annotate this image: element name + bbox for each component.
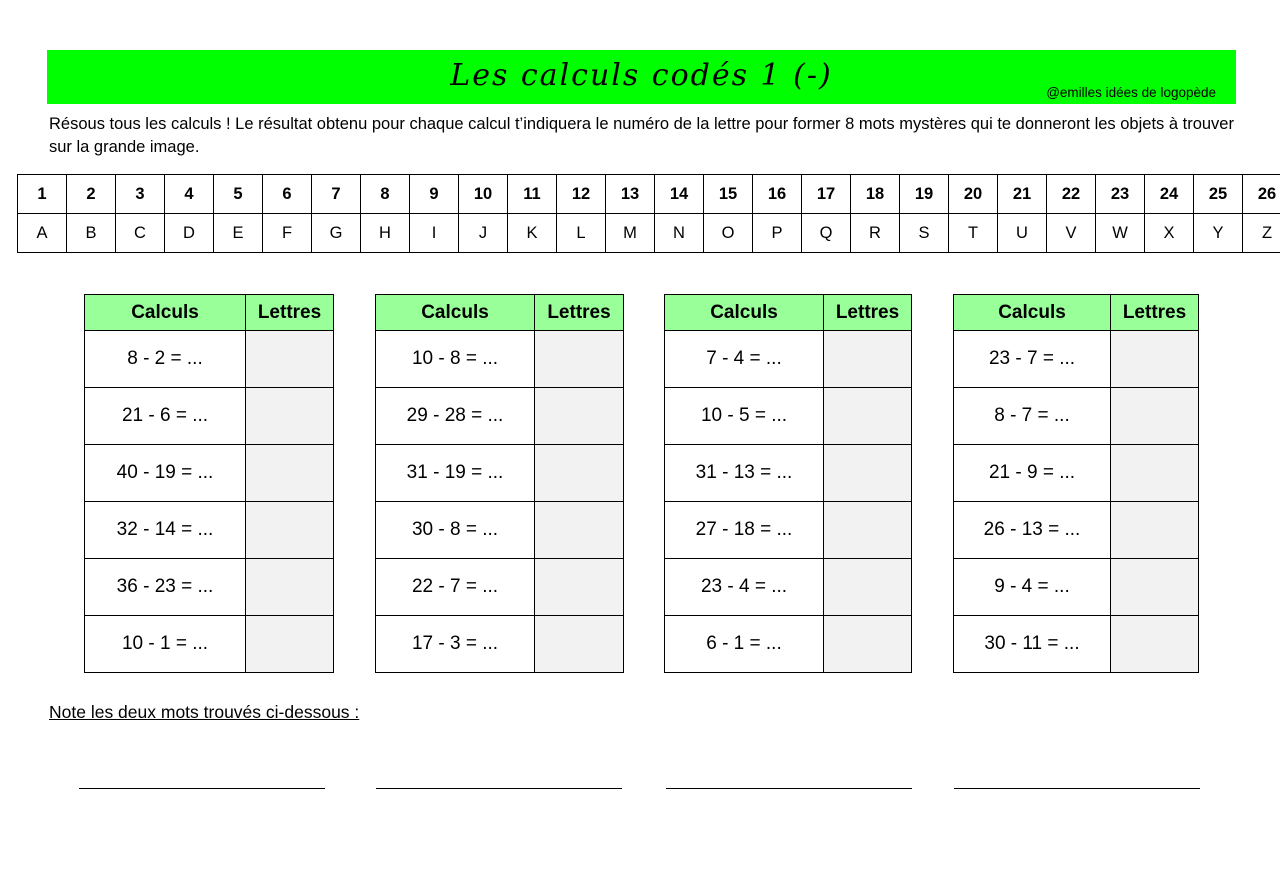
author-credit: @emilles idées de logopède	[1046, 85, 1216, 100]
calc-expression: 10 - 8 = ...	[376, 331, 535, 388]
alphabet-letter-cell: P	[753, 214, 802, 253]
letter-answer-cell[interactable]	[535, 559, 624, 616]
letter-answer-cell[interactable]	[1111, 445, 1199, 502]
alphabet-number-cell: 15	[704, 175, 753, 214]
letter-answer-cell[interactable]	[1111, 559, 1199, 616]
calc-row	[665, 502, 912, 559]
letter-answer-cell[interactable]	[1111, 502, 1199, 559]
alphabet-letter-cell: Z	[1243, 214, 1280, 253]
alphabet-number-cell: 13	[606, 175, 655, 214]
alphabet-letter-cell: U	[998, 214, 1047, 253]
calc-row	[85, 616, 334, 673]
alphabet-letter-cell: T	[949, 214, 998, 253]
calculs-header: Calculs	[85, 295, 246, 331]
alphabet-number-cell: 12	[557, 175, 606, 214]
alphabet-letter-cell: V	[1047, 214, 1096, 253]
alphabet-letter-cell: N	[655, 214, 704, 253]
calc-row	[954, 388, 1199, 445]
answer-line[interactable]	[666, 788, 912, 789]
calc-expression: 32 - 14 = ...	[85, 502, 246, 559]
page-title: Les calculs codés 1 (-)	[450, 58, 833, 93]
calc-expression: 21 - 6 = ...	[85, 388, 246, 445]
calc-expression: 30 - 11 = ...	[954, 616, 1111, 673]
letter-answer-cell[interactable]	[246, 616, 334, 673]
alphabet-number-cell: 1	[18, 175, 67, 214]
calc-expression: 7 - 4 = ...	[665, 331, 824, 388]
letter-answer-cell[interactable]	[824, 502, 912, 559]
answer-line[interactable]	[376, 788, 622, 789]
calc-row	[376, 616, 624, 673]
calc-row	[954, 331, 1199, 388]
alphabet-letter-cell: O	[704, 214, 753, 253]
alphabet-letter-cell: K	[508, 214, 557, 253]
calc-row	[665, 445, 912, 502]
alphabet-letter-cell: W	[1096, 214, 1145, 253]
calculs-header: Calculs	[665, 295, 824, 331]
calc-expression: 6 - 1 = ...	[665, 616, 824, 673]
calc-row	[85, 388, 334, 445]
alphabet-number-cell: 24	[1145, 175, 1194, 214]
alphabet-number-cell: 7	[312, 175, 361, 214]
alphabet-letter-cell: M	[606, 214, 655, 253]
alphabet-letter-row	[18, 214, 1280, 253]
alphabet-letter-cell: D	[165, 214, 214, 253]
letter-answer-cell[interactable]	[1111, 331, 1199, 388]
alphabet-number-cell: 14	[655, 175, 704, 214]
alphabet-letter-cell: S	[900, 214, 949, 253]
letter-answer-cell[interactable]	[246, 388, 334, 445]
calc-row	[954, 559, 1199, 616]
alphabet-letter-cell: R	[851, 214, 900, 253]
calc-row	[85, 559, 334, 616]
alphabet-number-cell: 6	[263, 175, 312, 214]
calc-expression: 26 - 13 = ...	[954, 502, 1111, 559]
lettres-header: Lettres	[246, 295, 334, 331]
alphabet-number-cell: 3	[116, 175, 165, 214]
calc-row	[376, 559, 624, 616]
calc-row	[665, 331, 912, 388]
letter-answer-cell[interactable]	[824, 388, 912, 445]
calc-row	[954, 616, 1199, 673]
calc-row	[376, 331, 624, 388]
alphabet-number-cell: 26	[1243, 175, 1280, 214]
alphabet-letter-cell: X	[1145, 214, 1194, 253]
alphabet-number-cell: 22	[1047, 175, 1096, 214]
alphabet-letter-cell: H	[361, 214, 410, 253]
letter-answer-cell[interactable]	[535, 331, 624, 388]
letter-answer-cell[interactable]	[246, 331, 334, 388]
letter-answer-cell[interactable]	[535, 445, 624, 502]
alphabet-number-cell: 2	[67, 175, 116, 214]
lettres-header: Lettres	[535, 295, 624, 331]
letter-answer-cell[interactable]	[1111, 616, 1199, 673]
calc-row	[85, 502, 334, 559]
calc-expression: 8 - 2 = ...	[85, 331, 246, 388]
calc-row	[954, 445, 1199, 502]
letter-answer-cell[interactable]	[535, 616, 624, 673]
calc-table-header	[376, 295, 624, 331]
alphabet-number-cell: 23	[1096, 175, 1145, 214]
letter-answer-cell[interactable]	[1111, 388, 1199, 445]
alphabet-number-cell: 21	[998, 175, 1047, 214]
note-instruction: Note les deux mots trouvés ci-dessous :	[49, 702, 360, 722]
calc-table-1	[84, 294, 334, 673]
alphabet-letter-cell: J	[459, 214, 508, 253]
calc-table-3	[664, 294, 912, 673]
letter-answer-cell[interactable]	[824, 559, 912, 616]
calc-row	[85, 445, 334, 502]
alphabet-number-cell: 25	[1194, 175, 1243, 214]
alphabet-number-row	[18, 175, 1280, 214]
calc-expression: 23 - 4 = ...	[665, 559, 824, 616]
calc-row	[665, 616, 912, 673]
calc-expression: 31 - 13 = ...	[665, 445, 824, 502]
alphabet-number-cell: 11	[508, 175, 557, 214]
alphabet-letter-cell: Y	[1194, 214, 1243, 253]
calc-row	[954, 502, 1199, 559]
lettres-header: Lettres	[1111, 295, 1199, 331]
letter-answer-cell[interactable]	[824, 616, 912, 673]
alphabet-number-cell: 10	[459, 175, 508, 214]
alphabet-number-cell: 8	[361, 175, 410, 214]
calc-table-header	[85, 295, 334, 331]
alphabet-number-cell: 20	[949, 175, 998, 214]
calc-row	[376, 388, 624, 445]
alphabet-number-cell: 9	[410, 175, 459, 214]
calc-expression: 40 - 19 = ...	[85, 445, 246, 502]
calc-row	[665, 388, 912, 445]
alphabet-letter-cell: C	[116, 214, 165, 253]
calc-table-4	[953, 294, 1199, 673]
calc-expression: 22 - 7 = ...	[376, 559, 535, 616]
alphabet-letter-cell: G	[312, 214, 361, 253]
alphabet-number-cell: 17	[802, 175, 851, 214]
alphabet-letter-cell: Q	[802, 214, 851, 253]
letter-answer-cell[interactable]	[535, 502, 624, 559]
letter-answer-cell[interactable]	[535, 388, 624, 445]
calc-expression: 23 - 7 = ...	[954, 331, 1111, 388]
answer-line[interactable]	[954, 788, 1200, 789]
calc-row	[376, 502, 624, 559]
calc-expression: 21 - 9 = ...	[954, 445, 1111, 502]
calc-table-header	[665, 295, 912, 331]
letter-answer-cell[interactable]	[246, 502, 334, 559]
calc-expression: 17 - 3 = ...	[376, 616, 535, 673]
calc-row	[376, 445, 624, 502]
letter-answer-cell[interactable]	[246, 445, 334, 502]
calc-expression: 10 - 5 = ...	[665, 388, 824, 445]
alphabet-number-cell: 18	[851, 175, 900, 214]
alphabet-number-cell: 5	[214, 175, 263, 214]
calc-expression: 9 - 4 = ...	[954, 559, 1111, 616]
alphabet-code-table	[17, 174, 1280, 253]
answer-line[interactable]	[79, 788, 325, 789]
calc-expression: 36 - 23 = ...	[85, 559, 246, 616]
alphabet-number-cell: 4	[165, 175, 214, 214]
calc-expression: 10 - 1 = ...	[85, 616, 246, 673]
alphabet-letter-cell: L	[557, 214, 606, 253]
calc-expression: 8 - 7 = ...	[954, 388, 1111, 445]
alphabet-letter-cell: F	[263, 214, 312, 253]
calc-row	[85, 331, 334, 388]
alphabet-letter-cell: E	[214, 214, 263, 253]
calc-expression: 30 - 8 = ...	[376, 502, 535, 559]
calc-expression: 31 - 19 = ...	[376, 445, 535, 502]
calc-table-2	[375, 294, 624, 673]
calculs-header: Calculs	[376, 295, 535, 331]
alphabet-letter-cell: B	[67, 214, 116, 253]
instructions-text: Résous tous les calculs ! Le résultat obtenu pour chaque calcul t’indiquera le numéro de la lettre pour former 8 mots mystères qui te donneront les objets à trouver sur la grande image.	[49, 115, 1234, 156]
title-banner	[47, 50, 1236, 104]
letter-answer-cell[interactable]	[246, 559, 334, 616]
lettres-header: Lettres	[824, 295, 912, 331]
alphabet-letter-cell: A	[18, 214, 67, 253]
calculs-header: Calculs	[954, 295, 1111, 331]
alphabet-number-cell: 16	[753, 175, 802, 214]
calc-expression: 29 - 28 = ...	[376, 388, 535, 445]
letter-answer-cell[interactable]	[824, 331, 912, 388]
alphabet-number-cell: 19	[900, 175, 949, 214]
calc-table-header	[954, 295, 1199, 331]
alphabet-letter-cell: I	[410, 214, 459, 253]
calc-row	[665, 559, 912, 616]
calc-expression: 27 - 18 = ...	[665, 502, 824, 559]
letter-answer-cell[interactable]	[824, 445, 912, 502]
